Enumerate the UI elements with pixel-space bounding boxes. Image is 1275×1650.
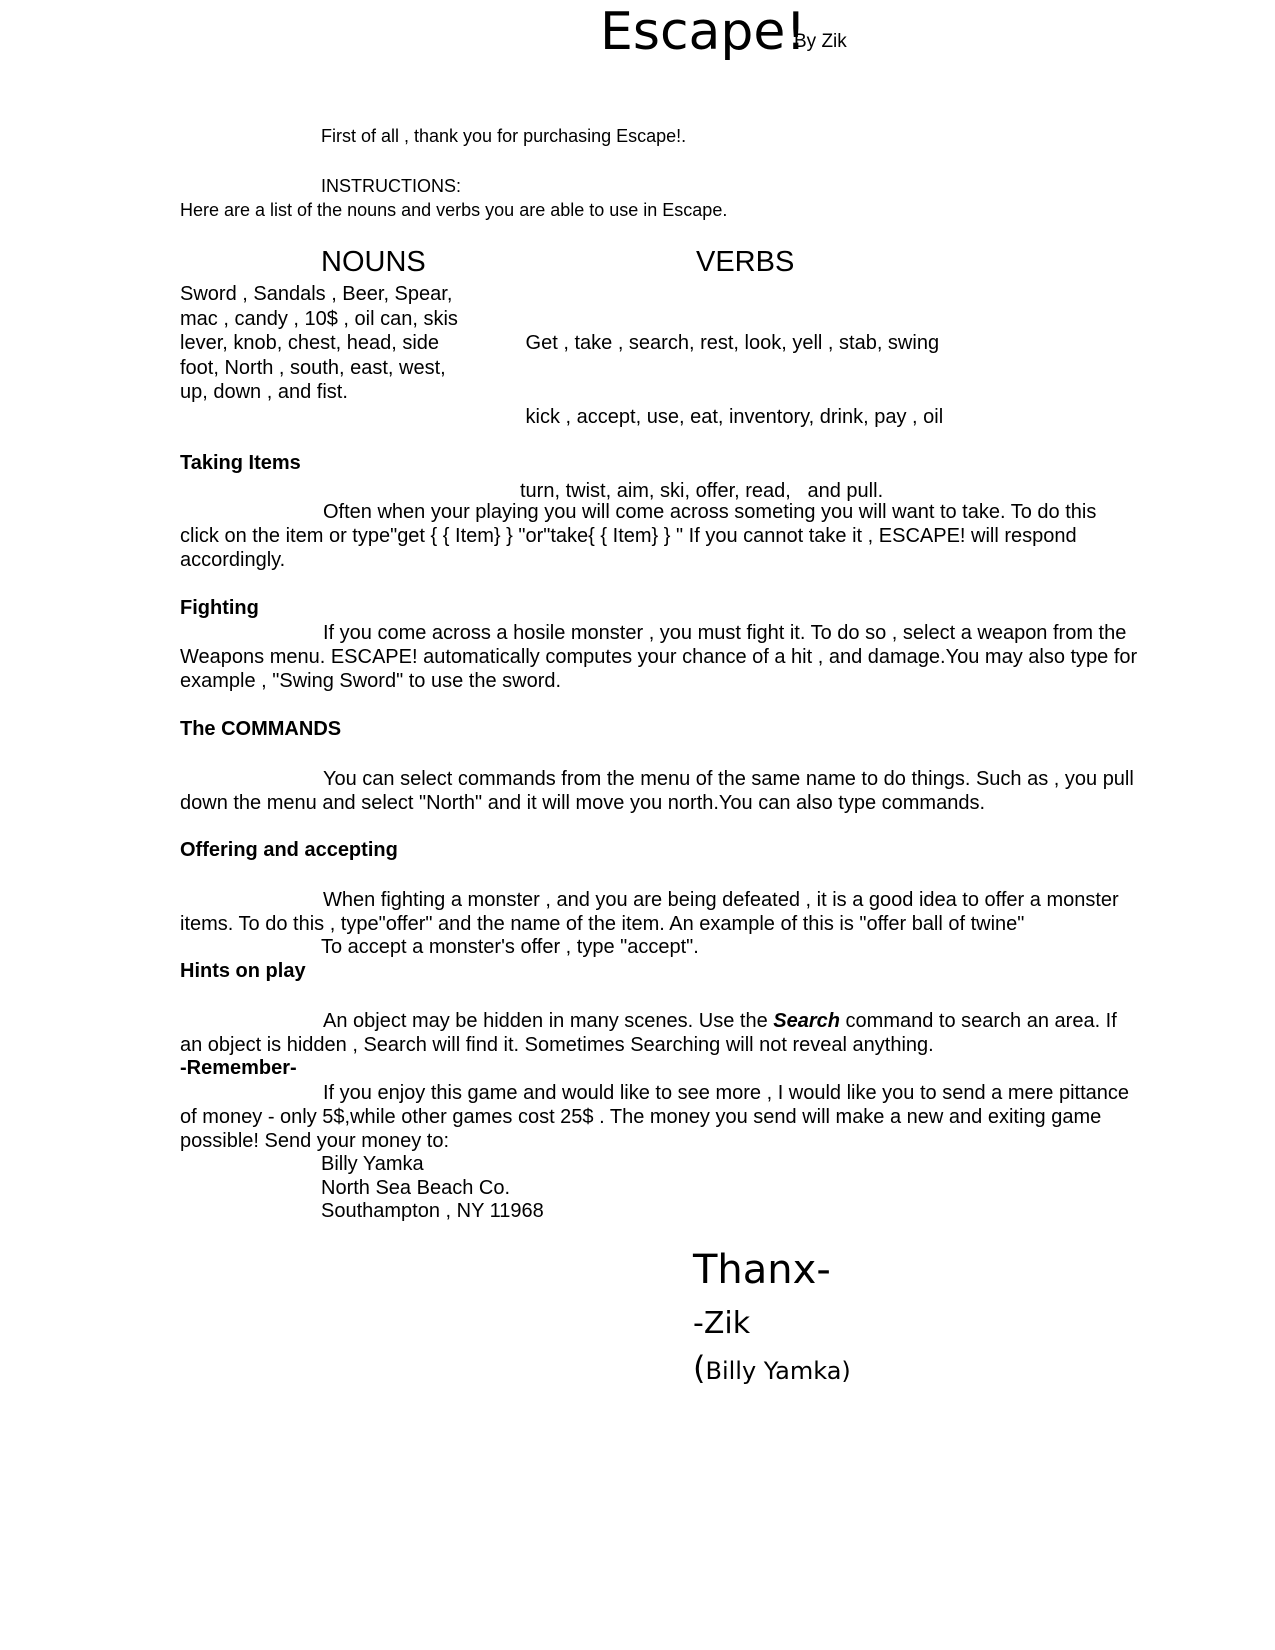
hints-text-after: command to search an area. If an object is hidden , Search will find it. Sometimes Searching will not reveal anything. — [180, 1010, 1117, 1056]
section-heading-offering: Offering and accepting — [180, 839, 398, 861]
instructions-label: INSTRUCTIONS: — [321, 176, 462, 196]
accept-text: To accept a monster's offer , type "accept". — [321, 936, 699, 958]
address-city: Southampton , NY 11968 — [321, 1200, 544, 1223]
list-item: mac , candy , 10$ , oil can, skis — [180, 307, 458, 330]
section-heading-fighting: Fighting — [180, 597, 259, 619]
list-item: Sword , Sandals , Beer, Spear, — [180, 283, 453, 305]
signature-real-name-text: Billy Yamka) — [705, 1357, 851, 1385]
verbs-list — [520, 282, 1000, 528]
section-heading-remember: -Remember- — [180, 1057, 297, 1079]
verbs-heading: VERBS — [696, 246, 795, 278]
nouns-list — [180, 282, 510, 405]
byline: By Zik — [794, 31, 847, 52]
section-text-taking-items: Often when your playing you will come across someting you will want to take. To do this click on the item or type"get { { Item} } "or"take{ { Item} } " If you cannot take it , ESCAPE! will respond accordingly. — [180, 501, 1097, 571]
instructions-text: Here are a list of the nouns and verbs you are able to use in Escape. — [180, 200, 728, 220]
section-heading-commands: The COMMANDS — [180, 718, 342, 740]
nouns-heading: NOUNS — [321, 246, 426, 278]
signature-paren: ( — [693, 1349, 706, 1387]
signature-thanks: Thanx- — [693, 1247, 831, 1293]
page-title: Escape! — [600, 2, 807, 62]
intro-text: First of all , thank you for purchasing Escape!. — [321, 126, 687, 146]
section-text-fighting: If you come across a hosile monster , you must fight it. To do so , select a weapon from the Weapons menu. ESCAPE! automatically computes your chance of a hit , and damage.You may also type for example , "Swing Sword" to use the sword. — [180, 622, 1138, 692]
address-name: Billy Yamka — [321, 1153, 424, 1175]
section-text-commands: You can select commands from the menu of the same name to do things. Such as , you pull down the menu and select "North" and it will move you north.You can also type commands. — [180, 768, 1134, 814]
search-emphasis: Search — [773, 1010, 840, 1032]
list-item: kick , accept, use, eat, inventory, drink, pay , oil — [520, 405, 944, 428]
hints-text-before: An object may be hidden in many scenes. Use the — [323, 1010, 774, 1032]
list-item: turn, twist, aim, ski, offer, read, and pull. — [520, 479, 884, 502]
signature-real-name — [693, 1349, 851, 1387]
list-item: foot, North , south, east, west, — [180, 356, 446, 379]
address — [321, 1153, 544, 1224]
section-text-hints — [180, 1009, 1140, 1057]
address-company: North Sea Beach Co. — [321, 1176, 510, 1199]
section-text-offering: When fighting a monster , and you are being defeated , it is a good idea to offer a monster items. To do this , type"offer" and the name of the item. An example of this is "offer ball of twine" — [180, 889, 1119, 935]
list-item: Get , take , search, rest, look, yell , stab, swing — [520, 332, 940, 355]
list-item: lever, knob, chest, head, side — [180, 332, 440, 355]
signature-author: -Zik — [693, 1306, 751, 1341]
section-text-remember: If you enjoy this game and would like to see more , I would like you to send a mere pittance of money - only 5$,while other games cost 25$ . The money you send will make a new and exiting game possible! Send your money to: — [180, 1082, 1129, 1152]
list-item: up, down , and fist. — [180, 381, 348, 404]
section-heading-hints: Hints on play — [180, 960, 306, 982]
section-heading-taking-items: Taking Items — [180, 452, 301, 474]
